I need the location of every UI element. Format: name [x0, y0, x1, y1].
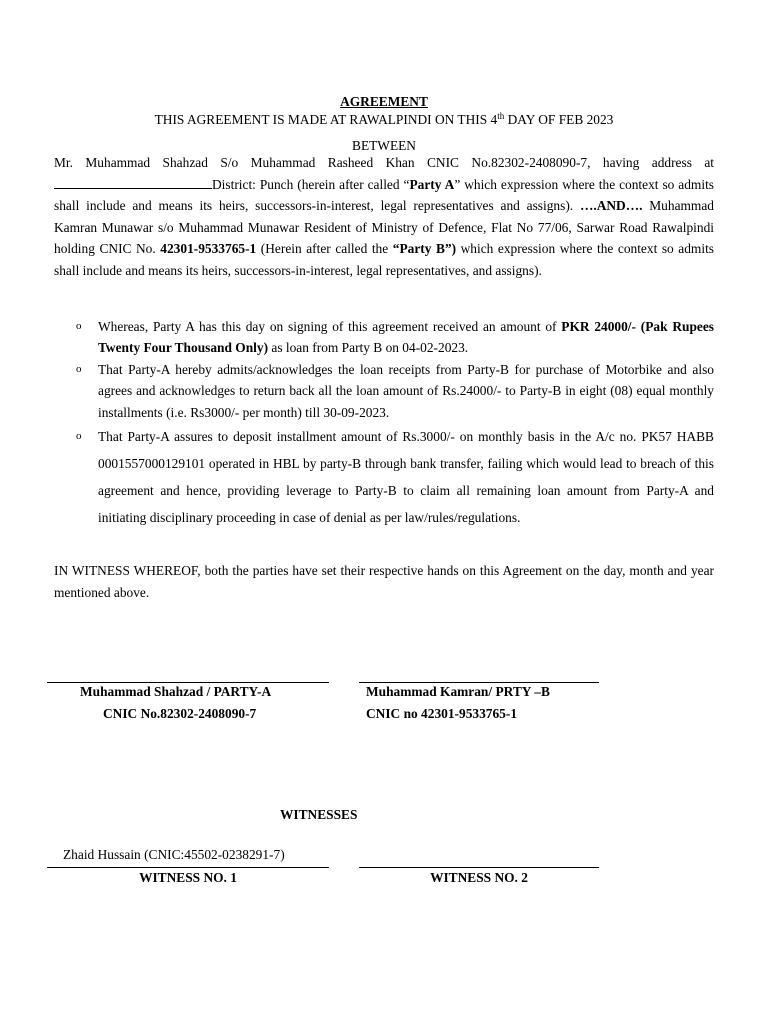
party-b-signature-line	[359, 682, 599, 683]
party-b-cnic: 42301-9533765-1	[160, 241, 257, 257]
intro-part-a: Mr. Muhammad Shahzad S/o Muhammad Rasheed Khan CNIC No.82302-2408090-7, having address at	[54, 155, 714, 170]
bullet-icon: o	[76, 320, 82, 332]
intro-district: District: Punch (herein after called “	[212, 176, 410, 192]
witness-2-label: WITNESS NO. 2	[430, 870, 528, 885]
clause-item	[54, 316, 714, 359]
party-a-cnic: CNIC No.82302-2408090-7	[103, 706, 257, 721]
witness-2-signature-line	[359, 867, 599, 868]
witness-statement: IN WITNESS WHEREOF, both the parties have set their respective hands on this Agreement on the day, month and year mentioned above.	[54, 563, 714, 600]
clause-1-amount: PKR 24000/- (Pak Rupees Twenty Four Thousand Only)	[98, 319, 714, 356]
party-a-signature-line	[47, 682, 329, 683]
address-blank	[54, 176, 212, 189]
clause-item	[54, 359, 714, 423]
between-heading: BETWEEN	[352, 138, 416, 153]
intro-paragraph	[54, 152, 714, 282]
clause-item	[54, 423, 714, 531]
document-subtitle	[0, 112, 768, 128]
intro-herein: (Herein after called the	[256, 241, 393, 257]
subtitle-date: DAY OF FEB 2023	[504, 112, 614, 127]
party-a-label: Party A	[409, 176, 455, 192]
and-separator: ….AND….	[579, 198, 643, 214]
witness-1-signature-line	[47, 867, 329, 868]
intro-party-b-text: Muhammad Kamran Munawar s/o Muhammad Munawar Resident of Ministry of Defence, Flat No 77/06, Sarwar Road Rawalpindi holding CNIC No.	[54, 198, 714, 257]
bullet-icon: o	[76, 362, 82, 375]
intro-closing: which expression where the context so admits shall include and means its heirs, successors-in-interest, legal representatives, and assigns).	[54, 241, 715, 278]
party-b-label: “Party B”)	[392, 241, 457, 257]
party-a-name: Muhammad Shahzad / PARTY-A	[80, 684, 272, 699]
clause-1-text: Whereas, Party A has this day on signing of this agreement received an amount of	[98, 319, 562, 334]
clause-3-text: That Party-A assures to deposit installment amount of Rs.3000/- on monthly basis in the A/c no. PK57 HABB 0001557000129101 operated in HBL by party-B through bank transfer, failing which would lead to breach of this agreement and hence, providing leverage to Party-B to claim all remaining loan amount from Party-A and initiating disciplinary proceeding in case of denial as per law/rules/regulations.	[98, 429, 714, 526]
witness-1-label: WITNESS NO. 1	[139, 870, 237, 885]
bullet-icon: o	[76, 430, 82, 443]
subtitle-text: THIS AGREEMENT IS MADE AT RAWALPINDI ON THIS 4	[154, 112, 498, 127]
witnesses-heading: WITNESSES	[280, 807, 358, 822]
subtitle-ordinal: th	[497, 111, 505, 121]
clause-1-end: as loan from Party B on 04-02-2023.	[268, 340, 469, 356]
clause-list	[54, 316, 714, 531]
party-b-name: Muhammad Kamran/ PRTY –B	[366, 684, 550, 699]
clause-2-text: That Party-A hereby admits/acknowledges the loan receipts from Party-B for purchase of Motorbike and also agrees and acknowledges to return back all the loan amount of Rs.24000/- to Party-B in eight (08) equal monthly installments (i.e. Rs3000/- per month) till 30-09-2023.	[98, 361, 714, 420]
witness-1-name: Zhaid Hussain (CNIC:45502-0238291-7)	[63, 847, 285, 862]
document-title: AGREEMENT	[340, 94, 428, 109]
party-b-cnic: CNIC no 42301-9533765-1	[366, 706, 518, 721]
intro-party-a-text: ” which expression where the context so admits shall include and means its heirs, successors-in-interest, legal representatives and assigns).	[54, 176, 715, 214]
